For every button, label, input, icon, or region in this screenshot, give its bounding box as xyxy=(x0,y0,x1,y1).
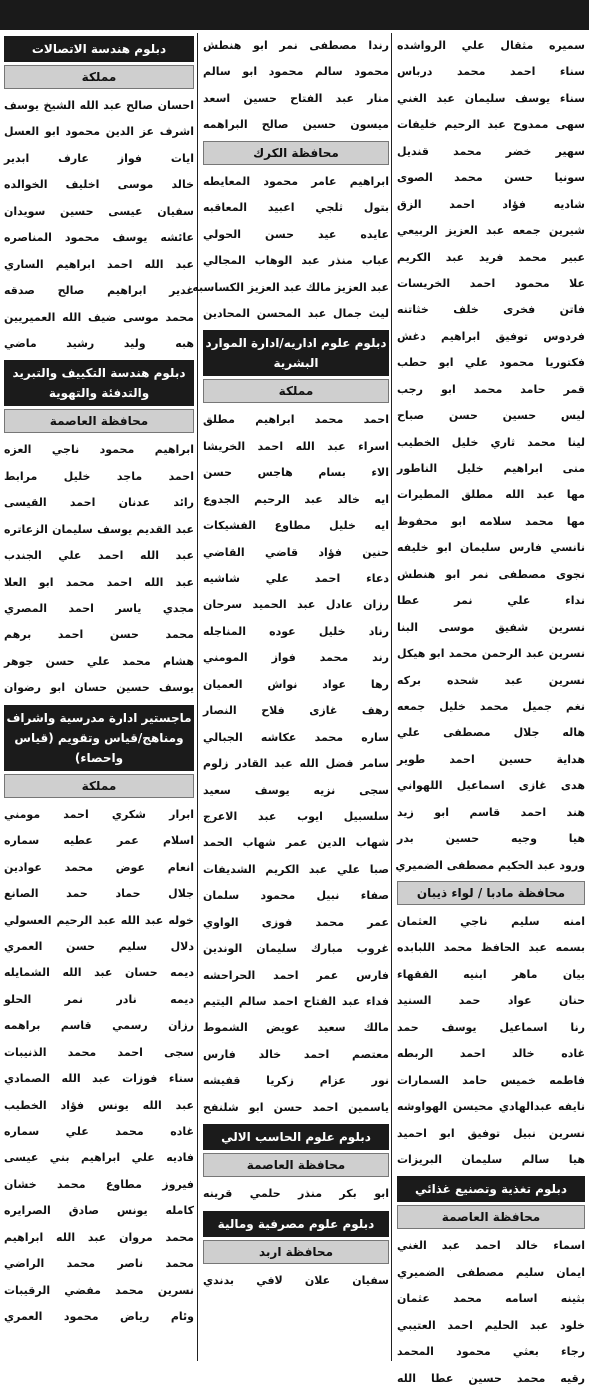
name-entry: فارس عمر احمد الحراحشه xyxy=(203,968,389,982)
column-divider xyxy=(391,33,392,1361)
name-entry: نايفه عبدالهادي محيسن الهواوشه xyxy=(397,1100,585,1114)
program-heading: دبلوم هندسة التكييف والتبريد والتدفئة والتهوية xyxy=(4,360,194,406)
name-entry: محمد مروان عبد الله ابراهيم xyxy=(4,1230,194,1244)
name-entry: ابرار شكري احمد مومني xyxy=(4,807,194,821)
name-entry: نور عزام زكريا قفيشه xyxy=(203,1074,389,1088)
name-entry: غاده محمد علي سماره xyxy=(4,1125,194,1138)
name-entry: احسان صالح عبد الله الشيخ يوسف xyxy=(4,99,194,112)
name-entry: سفيان علان لافي بدندي xyxy=(203,1273,389,1287)
name-entry: ساره محمد عكاشه الجبالي xyxy=(203,730,389,744)
name-entry: هداية حسين احمد طوير xyxy=(397,752,585,766)
name-entry: صبا علي عبد الكريم الشديفات xyxy=(203,862,389,876)
name-entry: هشام محمد علي حسن جوهر xyxy=(4,654,194,668)
name-entry: فاديه علي ابراهيم بني عيسى xyxy=(4,1151,194,1165)
name-entry: هيا وجيه حسين بدر xyxy=(397,832,585,846)
name-entry: سناء فوزات عبد الله الصمادي xyxy=(4,1072,194,1086)
name-entry: جلال حماد حمد الصانع xyxy=(4,887,194,901)
name-entry: كامله يونس صادق الصرايره xyxy=(4,1204,194,1218)
name-entry: منى ابراهيم خليل الناطور xyxy=(397,462,585,475)
name-entry: علا محمود احمد الخريسات xyxy=(397,276,585,290)
name-entry: ليس حسين حسن صباح xyxy=(397,409,585,423)
name-entry: رزان عادل عبد الحميد سرحان xyxy=(203,598,389,612)
name-entry: سفيان عيسى حسين سويدان xyxy=(4,204,194,218)
name-entry: ايه خالد عبد الرحيم الجدوع xyxy=(203,492,389,506)
name-entry: نسرين شفيق موسى البنا xyxy=(397,620,585,634)
name-entry: بسمه عبد الحافظ محمد اللبابده xyxy=(397,941,585,955)
name-entry: مجدي ياسر احمد المصري xyxy=(4,602,194,615)
name-entry: سجى نزيه يوسف سعيد xyxy=(203,783,389,797)
name-entry: محمد حسن احمد برهم xyxy=(4,628,194,642)
name-entry: معتصم احمد خالد فارس xyxy=(203,1047,389,1061)
name-entry: بتول ثلجي اعبيد المعاقبه xyxy=(203,201,389,215)
name-entry: مها محمد سلامه ابو محفوظ xyxy=(397,514,585,528)
name-entry: رند محمد فواز المومني xyxy=(203,651,389,665)
name-entry: ميسون حسين صالح البراهمه xyxy=(203,118,389,132)
name-entry: فاطمه خميس حامد السمارات xyxy=(397,1073,585,1087)
name-entry: فيروز مطاوع محمد خشان xyxy=(4,1177,194,1191)
name-entry: محمد ناصر محمد الراضي xyxy=(4,1257,194,1271)
name-entry: احمد محمد ابراهيم مطلق xyxy=(203,413,389,427)
name-entry: عبد العزيز مالك عبد العزيز الكساسبه xyxy=(192,280,389,294)
program-heading: دبلوم علوم اداريه/ادارة الموارد البشرية xyxy=(203,330,389,376)
name-entry: خلود عبد الحليم احمد العتيبي xyxy=(397,1318,585,1332)
governorate-heading: مملكة xyxy=(203,379,389,403)
name-entry: الاء بسام هاجس حسن xyxy=(203,466,389,480)
name-entry: محمد موسى ضيف الله العميريين xyxy=(4,310,194,324)
header-bar xyxy=(0,0,589,30)
name-entry: سناء يوسف سليمان عبد الغني xyxy=(397,91,585,105)
name-entry: سهى ممدوح عبد الرحيم خليفات xyxy=(397,118,585,132)
name-entry: رناد خليل عوده المناجله xyxy=(203,624,389,638)
name-entry: هاله جلال مصطفى علي xyxy=(397,726,585,740)
governorate-heading: محافظة اربد xyxy=(203,1240,389,1264)
name-entry: رقيه محمد حسين عطا الله xyxy=(397,1371,585,1385)
governorate-heading: محافظة العاصمة xyxy=(4,409,194,433)
column-left xyxy=(4,33,194,1361)
column-divider xyxy=(197,33,198,1361)
program-heading: دبلوم علوم الحاسب الالي xyxy=(203,1124,389,1150)
name-entry: محمود سالم محمود ابو سالم xyxy=(203,65,389,79)
names-list xyxy=(4,93,194,357)
name-entry: هدى غازى اسماعيل اللهواني xyxy=(397,779,585,793)
name-entry: شهاب الدين عمر شهاب الحمد xyxy=(203,836,389,850)
name-entry: هيا سالم سليمان البريزات xyxy=(397,1152,585,1166)
names-list xyxy=(203,33,389,139)
governorate-heading: مملكة xyxy=(4,65,194,89)
name-entry: ايمان سليم مصطفى الضميري xyxy=(397,1265,585,1279)
name-entry: عبد القديم يوسف سليمان الزعاتره xyxy=(4,522,194,536)
names-list xyxy=(203,1268,389,1294)
program-heading: دبلوم تغذية وتصنيع غذائي xyxy=(397,1176,585,1202)
name-entry: دلال سليم حسن العمري xyxy=(4,939,194,953)
name-entry: رها عواد نواش العميان xyxy=(203,677,389,691)
name-entry: فكتوريا محمود علي ابو حطب xyxy=(397,356,585,370)
name-entry: نسرين عبد الرحمن محمد ابو هيكل xyxy=(397,647,585,661)
name-entry: غاده خالد احمد الربطه xyxy=(397,1047,585,1061)
name-entry: هند احمد قاسم ابو زيد xyxy=(397,805,585,819)
name-entry: سجى احمد محمد الذنيبات xyxy=(4,1045,194,1059)
column-right xyxy=(395,33,585,1385)
names-list xyxy=(4,437,194,701)
names-list xyxy=(397,33,585,879)
name-entry: منار عبد الفتاح حسين اسعد xyxy=(203,91,389,105)
name-entry: نداء علي نمر عطا xyxy=(397,594,585,608)
name-entry: يوسف حسين حسان ابو رضوان xyxy=(4,681,194,695)
name-entry: سناء احمد محمد درباس xyxy=(397,65,585,79)
name-entry: خوله عبد الله عبد الرحيم العسولي xyxy=(4,913,194,927)
name-entry: نغم جميل محمد خليل جمعه xyxy=(397,699,585,713)
name-entry: ايه خليل مطاوع الفشيكات xyxy=(203,519,389,533)
name-entry: نانسي فارس سليمان ابو خليفه xyxy=(397,541,585,555)
name-entry: بثينه اسامه محمد عثمان xyxy=(397,1292,585,1306)
name-entry: ياسمين احمد حسن ابو شلنفح xyxy=(203,1100,389,1114)
governorate-heading: محافظة العاصمة xyxy=(203,1153,389,1177)
name-entry: سهير خضر محمد قنديل xyxy=(397,144,585,158)
name-entry: اسلام عمر عطيه سماره xyxy=(4,834,194,848)
name-entry: سامر فضل الله عبد القادر زلوم xyxy=(203,757,389,771)
name-entry: اشرف عز الدين محمود ابو العسل xyxy=(4,125,194,139)
name-entry: رندا مصطفى نمر ابو هنطش xyxy=(203,39,389,52)
name-entry: عايده عيد حسن الحولي xyxy=(203,227,389,241)
program-heading: ماجستير ادارة مدرسية واشراف ومناهج/قياس وتقويم (قياس واحصاء) xyxy=(4,705,194,771)
program-heading: دبلوم هندسة الاتصالات xyxy=(4,36,194,62)
name-entry: عائشه يوسف محمود المناصره xyxy=(4,231,194,245)
name-entry: ديمه حسان عبد الله الشمايله xyxy=(4,966,194,980)
column-middle xyxy=(192,33,389,1361)
name-entry: احمد ماجد خليل مرابط xyxy=(4,469,194,483)
name-entry: عباب منذر عبد الوهاب المجالي xyxy=(203,254,389,268)
name-entry: رنا اسماعيل يوسف حمد xyxy=(397,1020,585,1034)
names-list xyxy=(397,909,585,1173)
name-entry: عبد الله يونس فؤاد الخطيب xyxy=(4,1098,194,1112)
name-entry: اسماء خالد احمد عبد الغني xyxy=(397,1239,585,1253)
name-entry: نسرين عبد شحده بركه xyxy=(397,673,585,687)
name-entry: شيرين جمعه عبد العزيز الربيعي xyxy=(397,224,585,238)
name-entry: سميره مثقال علي الرواشده xyxy=(397,39,585,52)
name-entry: لينا محمد ثاري خليل الخطيب xyxy=(397,435,585,449)
name-entry: امنه سليم ناجي العثمان xyxy=(397,915,585,928)
name-entry: ايات فواز عارف ابدير xyxy=(4,151,194,165)
name-entry: عبد الله احمد علي الجندب xyxy=(4,549,194,563)
names-list xyxy=(203,407,389,1121)
name-entry: فردوس توفيق ابراهيم دغش xyxy=(397,329,585,343)
name-entry: اسراء عبد الله احمد الخريشا xyxy=(203,439,389,453)
name-entry: شاديه فؤاد احمد الزق xyxy=(397,197,585,211)
name-entry: ديمه نادر نمر الحلو xyxy=(4,992,194,1006)
governorate-heading: محافظة مادبا / لواء ذيبان xyxy=(397,881,585,905)
name-entry: ليث جمال عبد المحسن المحادين xyxy=(203,306,389,320)
names-list xyxy=(192,169,389,328)
name-entry: عبد الله احمد محمد ابو العلا xyxy=(4,575,194,589)
governorate-heading: مملكة xyxy=(4,774,194,798)
name-entry: رهف غازى فلاح النصار xyxy=(203,704,389,718)
name-entry: عبد الله احمد ابراهيم الساري xyxy=(4,257,194,271)
name-entry: رائد عدنان احمد القيسى xyxy=(4,496,194,510)
name-entry: غدير ابراهيم صالح صدقه xyxy=(4,284,194,298)
name-entry: صفاء نبيل محمود سلمان xyxy=(203,889,389,903)
name-entry: عبير محمد فريد عبد الكريم xyxy=(397,250,585,264)
governorate-heading: محافظة العاصمة xyxy=(397,1205,585,1229)
name-entry: فاتن فخرى خلف خثاتنه xyxy=(397,303,585,317)
name-entry: وئام رياض محمود العمري xyxy=(4,1310,194,1324)
name-entry: ورود عبد الحكيم مصطفى الضميري xyxy=(395,858,585,872)
name-entry: مالك سعيد عويض الشموط xyxy=(203,1021,389,1035)
name-entry: ابراهيم عامر محمود المعايطه xyxy=(203,174,389,188)
names-list xyxy=(4,802,194,1331)
name-entry: نجوى مصطفى نمر ابو هنطش xyxy=(397,567,585,581)
name-entry: غروب مبارك سليمان الوندين xyxy=(203,942,389,956)
name-entry: خالد موسى اخليف الخوالده xyxy=(4,178,194,192)
name-entry: رجاء بعثي محمود المحمد xyxy=(397,1345,585,1359)
name-entry: قمر حامد محمد ابو رجب xyxy=(397,382,585,396)
name-entry: ابو بكر منذر حلمي قرينه xyxy=(203,1187,389,1201)
name-entry: نسرين محمد مفضي الرقيبات xyxy=(4,1283,194,1297)
name-entry: بيان ماهر ابنيه الفقهاء xyxy=(397,967,585,981)
name-entry: مها عبد الله مطلق المطيرات xyxy=(397,488,585,502)
name-entry: حنين فؤاد قاضي القاضي xyxy=(203,545,389,559)
name-entry: سونيا حسن محمد الصوى xyxy=(397,171,585,185)
name-entry: عمر محمد فوزى الواوي xyxy=(203,915,389,929)
name-entry: نسرين نبيل توفيق ابو احميد xyxy=(397,1126,585,1140)
names-list xyxy=(397,1233,585,1392)
name-entry: هبه وليد رشيد ماضي xyxy=(4,336,194,350)
name-entry: ابراهيم محمود ناجي العزه xyxy=(4,443,194,457)
name-entry: حنان عواد حمد السنيد xyxy=(397,994,585,1008)
name-entry: فداء عبد الفتاح احمد سالم اليتيم xyxy=(203,995,389,1008)
name-entry: دعاء احمد علي شاشيه xyxy=(203,572,389,585)
name-entry: انعام عوض محمد عوادين xyxy=(4,860,194,874)
name-entry: رزان رسمي قاسم براهمه xyxy=(4,1019,194,1033)
name-entry: سلسبيل ايوب عبد الاعرج xyxy=(203,809,389,823)
governorate-heading: محافظة الكرك xyxy=(203,141,389,165)
names-list xyxy=(203,1181,389,1207)
program-heading: دبلوم علوم مصرفية ومالية xyxy=(203,1211,389,1237)
